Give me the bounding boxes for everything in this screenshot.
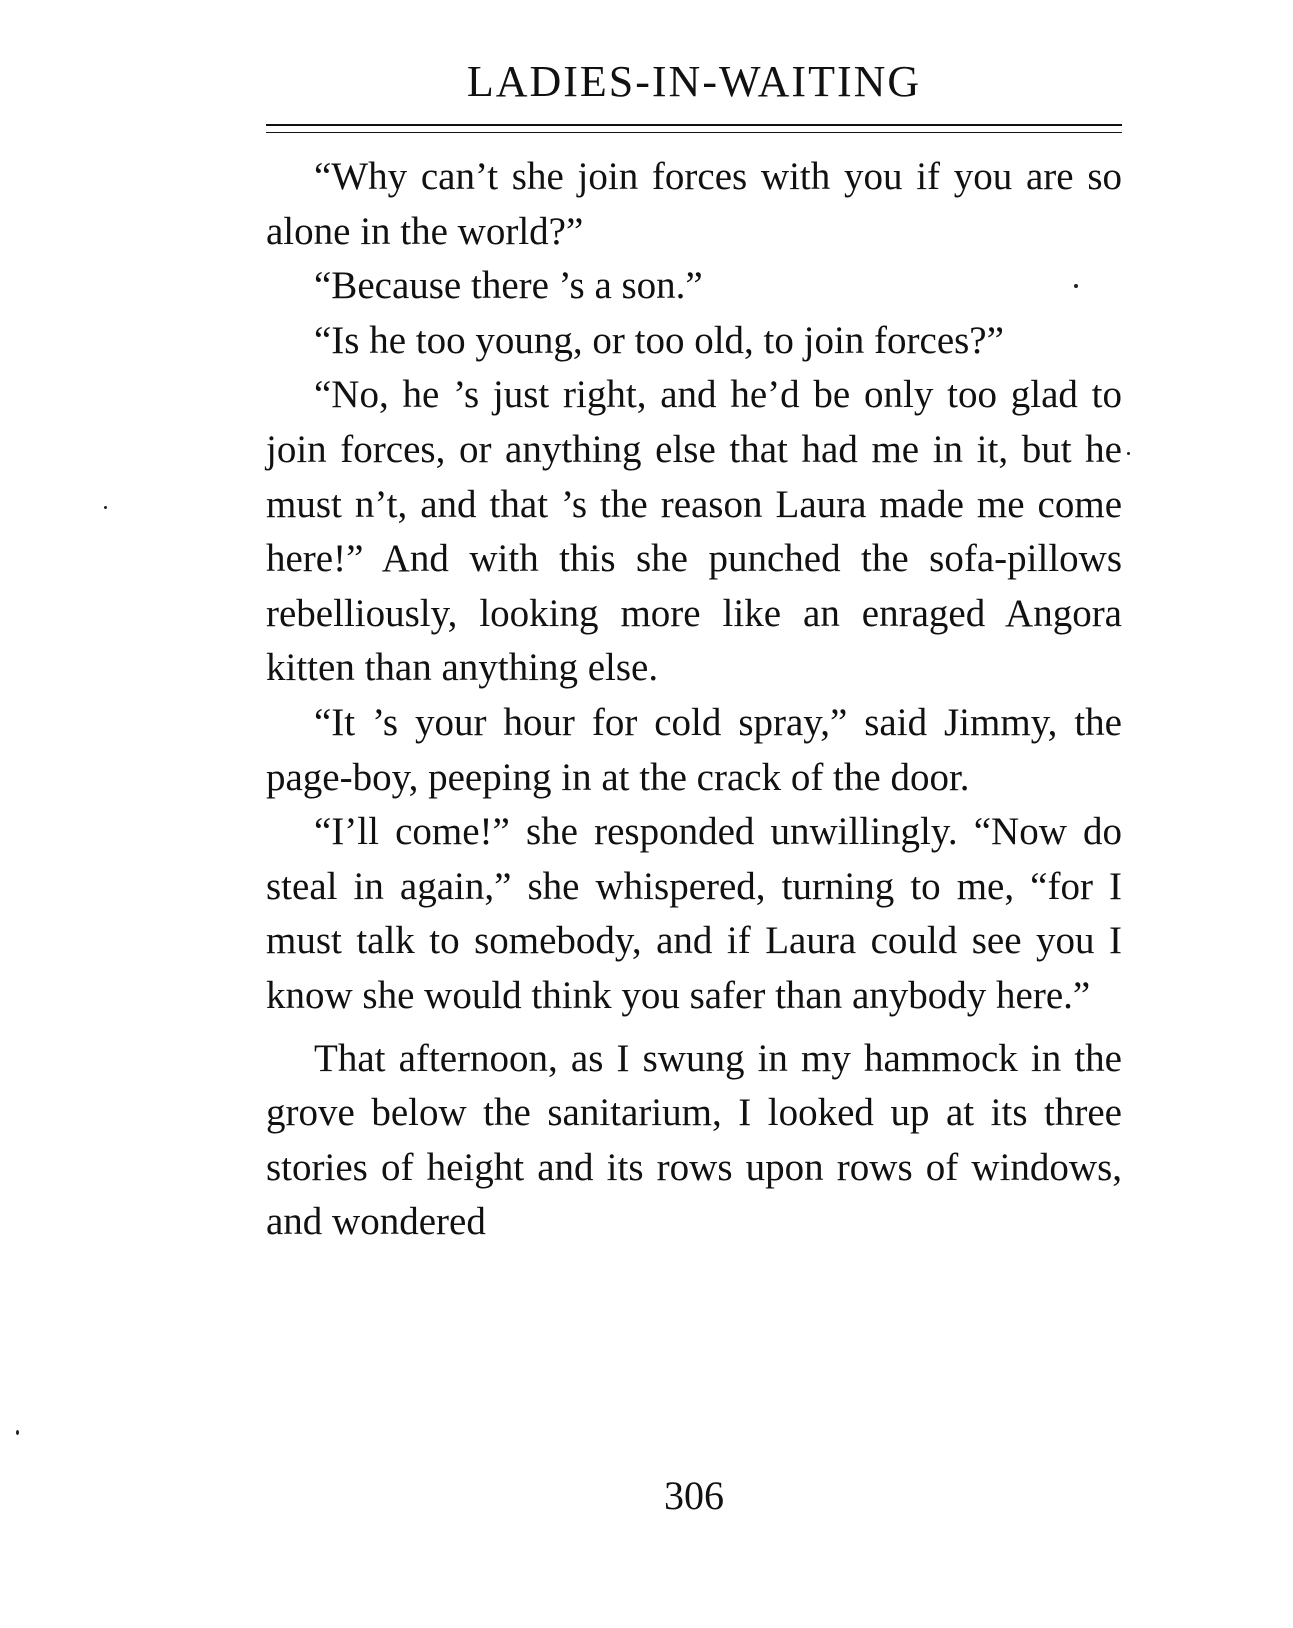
running-head: LADIES-IN-WAITING [466,57,922,106]
paragraph: “Why can’t she join forces with you if you are so alone in the world?” [266,155,1122,253]
scan-speck [104,506,107,509]
paragraph: “It ’s your hour for cold spray,” said Jimmy, the page-boy, peeping in at the crack of the door. [266,700,1122,799]
scan-speck [1127,452,1130,455]
paragraph: “No, he ’s just right, and he’d be only too glad to join forces, or anything else that had me in it, but he must n’t, and that ’s the reason Laura made me come here!” And with this she punched the sofa-pillows rebelliously, looking more like an enraged Angora kitten than anything else. [266,373,1122,690]
paragraph: “I’ll come!” she responded unwillingly. “Now do steal in again,” she whispered, turning to me, “for I must talk to somebody, and if Laura could see you I know she would think you safer than anybody here.” [266,810,1122,1017]
paragraph: That afternoon, as I swung in my hammock in the grove below the sanitarium, I looked up at its three stories of height and its rows upon rows of windows, and wondered [266,1036,1122,1244]
scan-speck [16,1430,19,1435]
text-block [266,150,1122,1250]
header-rule-thick [266,124,1122,126]
scan-speck [1074,284,1078,288]
paragraph: “Is he too young, or too old, to join forces?” [314,318,1004,362]
paragraph: “Because there ’s a son.” [314,264,703,308]
page-number: 306 [664,1473,724,1518]
header-rule-thin [266,132,1122,133]
